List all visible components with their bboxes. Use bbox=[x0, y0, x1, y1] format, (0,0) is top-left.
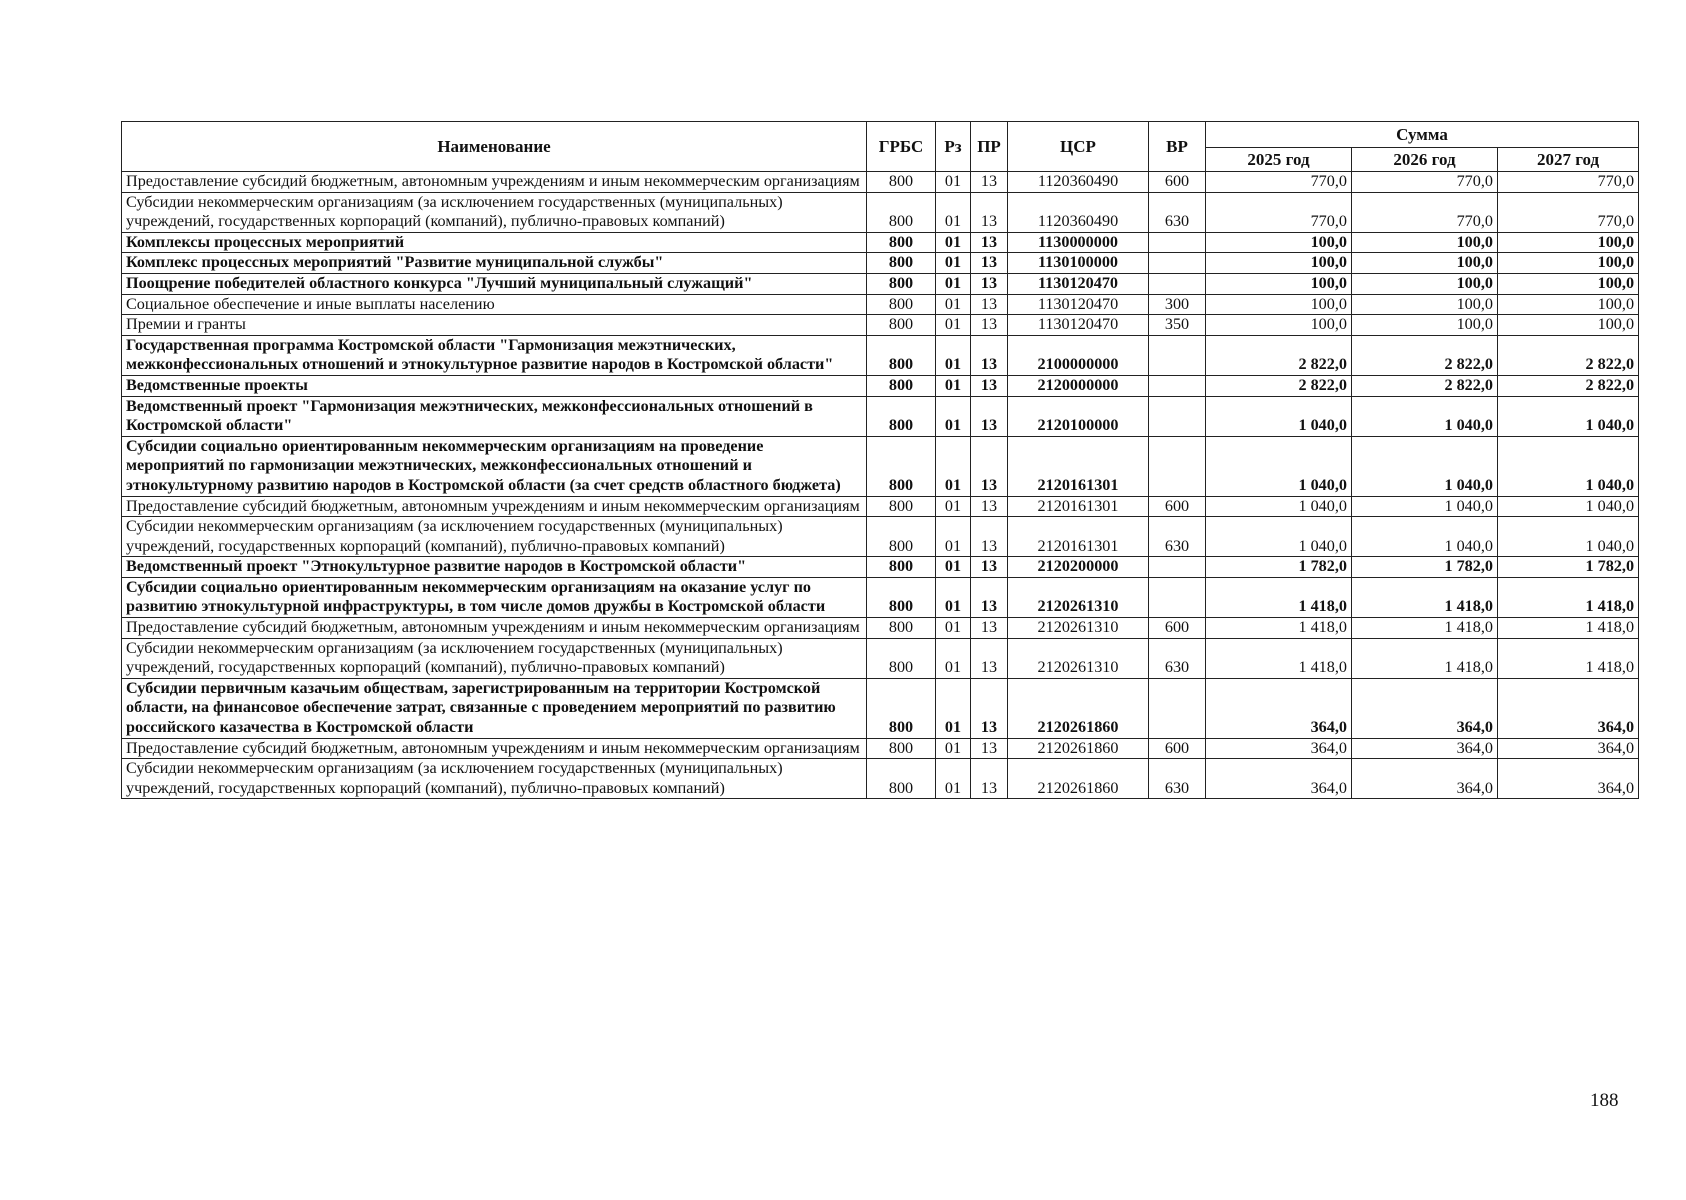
header-pr: ПР bbox=[971, 122, 1008, 172]
cell-2025: 1 040,0 bbox=[1206, 396, 1352, 436]
table-row bbox=[122, 273, 1639, 294]
cell-pr: 13 bbox=[971, 496, 1008, 517]
cell-pr: 13 bbox=[971, 396, 1008, 436]
cell-2026: 770,0 bbox=[1352, 192, 1498, 232]
cell-name: Предоставление субсидий бюджетным, автономным учреждениям и иным некоммерческим организациям bbox=[122, 618, 867, 639]
cell-csr: 1130120470 bbox=[1008, 294, 1149, 315]
cell-2025: 1 418,0 bbox=[1206, 577, 1352, 617]
cell-2026: 1 040,0 bbox=[1352, 396, 1498, 436]
cell-grbs: 800 bbox=[867, 557, 936, 578]
header-2027: 2027 год bbox=[1498, 148, 1639, 172]
header-name: Наименование bbox=[122, 122, 867, 172]
cell-rz: 01 bbox=[936, 618, 971, 639]
cell-vr: 630 bbox=[1149, 759, 1206, 799]
cell-name: Субсидии некоммерческим организациям (за исключением государственных (муниципальных) учреждений, государственных корпораций (компаний), публично-правовых компаний) bbox=[122, 638, 867, 678]
table-row bbox=[122, 192, 1639, 232]
cell-2026: 100,0 bbox=[1352, 315, 1498, 336]
header-2026: 2026 год bbox=[1352, 148, 1498, 172]
cell-2026: 100,0 bbox=[1352, 232, 1498, 253]
cell-grbs: 800 bbox=[867, 192, 936, 232]
table-row bbox=[122, 638, 1639, 678]
cell-vr: 600 bbox=[1149, 496, 1206, 517]
cell-csr: 2120100000 bbox=[1008, 396, 1149, 436]
cell-2027: 2 822,0 bbox=[1498, 375, 1639, 396]
cell-pr: 13 bbox=[971, 315, 1008, 336]
cell-grbs: 800 bbox=[867, 496, 936, 517]
cell-grbs: 800 bbox=[867, 294, 936, 315]
cell-2026: 1 418,0 bbox=[1352, 618, 1498, 639]
cell-2026: 2 822,0 bbox=[1352, 375, 1498, 396]
cell-2025: 100,0 bbox=[1206, 253, 1352, 274]
cell-name: Предоставление субсидий бюджетным, автономным учреждениям и иным некоммерческим организациям bbox=[122, 172, 867, 193]
cell-2025: 100,0 bbox=[1206, 273, 1352, 294]
cell-pr: 13 bbox=[971, 232, 1008, 253]
table-row bbox=[122, 315, 1639, 336]
cell-pr: 13 bbox=[971, 638, 1008, 678]
cell-2027: 1 782,0 bbox=[1498, 557, 1639, 578]
cell-rz: 01 bbox=[936, 496, 971, 517]
cell-grbs: 800 bbox=[867, 618, 936, 639]
cell-2025: 364,0 bbox=[1206, 738, 1352, 759]
cell-2027: 100,0 bbox=[1498, 294, 1639, 315]
table-row bbox=[122, 577, 1639, 617]
cell-2027: 1 418,0 bbox=[1498, 577, 1639, 617]
cell-pr: 13 bbox=[971, 273, 1008, 294]
cell-2026: 2 822,0 bbox=[1352, 335, 1498, 375]
cell-rz: 01 bbox=[936, 577, 971, 617]
table-row bbox=[122, 172, 1639, 193]
cell-csr: 2120261310 bbox=[1008, 577, 1149, 617]
cell-2025: 1 040,0 bbox=[1206, 517, 1352, 557]
cell-grbs: 800 bbox=[867, 759, 936, 799]
table-row bbox=[122, 294, 1639, 315]
cell-2027: 2 822,0 bbox=[1498, 335, 1639, 375]
cell-vr: 600 bbox=[1149, 618, 1206, 639]
cell-rz: 01 bbox=[936, 273, 971, 294]
cell-name: Предоставление субсидий бюджетным, автономным учреждениям и иным некоммерческим организациям bbox=[122, 738, 867, 759]
cell-vr: 630 bbox=[1149, 638, 1206, 678]
cell-csr: 1130120470 bbox=[1008, 315, 1149, 336]
header-grbs: ГРБС bbox=[867, 122, 936, 172]
cell-2025: 1 782,0 bbox=[1206, 557, 1352, 578]
cell-pr: 13 bbox=[971, 577, 1008, 617]
header-sum: Сумма bbox=[1206, 122, 1639, 148]
table-row bbox=[122, 335, 1639, 375]
cell-vr bbox=[1149, 678, 1206, 738]
cell-2027: 1 040,0 bbox=[1498, 496, 1639, 517]
cell-csr: 2120161301 bbox=[1008, 517, 1149, 557]
table-row bbox=[122, 557, 1639, 578]
header-csr: ЦСР bbox=[1008, 122, 1149, 172]
table-row bbox=[122, 517, 1639, 557]
cell-2027: 1 418,0 bbox=[1498, 618, 1639, 639]
cell-grbs: 800 bbox=[867, 436, 936, 496]
cell-pr: 13 bbox=[971, 738, 1008, 759]
cell-pr: 13 bbox=[971, 557, 1008, 578]
cell-grbs: 800 bbox=[867, 577, 936, 617]
cell-2027: 100,0 bbox=[1498, 253, 1639, 274]
cell-vr bbox=[1149, 253, 1206, 274]
cell-name: Премии и гранты bbox=[122, 315, 867, 336]
header-vr: ВР bbox=[1149, 122, 1206, 172]
cell-grbs: 800 bbox=[867, 517, 936, 557]
cell-vr: 630 bbox=[1149, 517, 1206, 557]
cell-vr: 600 bbox=[1149, 172, 1206, 193]
cell-2027: 1 040,0 bbox=[1498, 517, 1639, 557]
cell-name: Субсидии некоммерческим организациям (за исключением государственных (муниципальных) учреждений, государственных корпораций (компаний), публично-правовых компаний) bbox=[122, 517, 867, 557]
cell-grbs: 800 bbox=[867, 396, 936, 436]
cell-rz: 01 bbox=[936, 738, 971, 759]
cell-2026: 364,0 bbox=[1352, 738, 1498, 759]
cell-vr bbox=[1149, 335, 1206, 375]
cell-2025: 1 418,0 bbox=[1206, 638, 1352, 678]
cell-name: Комплексы процессных мероприятий bbox=[122, 232, 867, 253]
cell-2025: 770,0 bbox=[1206, 172, 1352, 193]
cell-name: Субсидии первичным казачьим обществам, зарегистрированным на территории Костромской области, на финансовое обеспечение затрат, связанные с проведением мероприятий по развитию российского казачества в Костромской области bbox=[122, 678, 867, 738]
page-number: 188 bbox=[1590, 1090, 1619, 1111]
cell-2026: 100,0 bbox=[1352, 273, 1498, 294]
cell-2026: 1 418,0 bbox=[1352, 577, 1498, 617]
cell-vr bbox=[1149, 375, 1206, 396]
cell-pr: 13 bbox=[971, 759, 1008, 799]
cell-csr: 1120360490 bbox=[1008, 192, 1149, 232]
table-row bbox=[122, 375, 1639, 396]
cell-2025: 1 040,0 bbox=[1206, 496, 1352, 517]
cell-pr: 13 bbox=[971, 517, 1008, 557]
cell-csr: 1130000000 bbox=[1008, 232, 1149, 253]
cell-vr: 350 bbox=[1149, 315, 1206, 336]
cell-2026: 1 040,0 bbox=[1352, 436, 1498, 496]
cell-2027: 100,0 bbox=[1498, 273, 1639, 294]
cell-rz: 01 bbox=[936, 232, 971, 253]
cell-2026: 364,0 bbox=[1352, 759, 1498, 799]
cell-pr: 13 bbox=[971, 253, 1008, 274]
cell-2025: 2 822,0 bbox=[1206, 335, 1352, 375]
table-row bbox=[122, 678, 1639, 738]
cell-name: Предоставление субсидий бюджетным, автономным учреждениям и иным некоммерческим организациям bbox=[122, 496, 867, 517]
cell-grbs: 800 bbox=[867, 315, 936, 336]
cell-rz: 01 bbox=[936, 678, 971, 738]
cell-rz: 01 bbox=[936, 517, 971, 557]
cell-name: Поощрение победителей областного конкурса "Лучший муниципальный служащий" bbox=[122, 273, 867, 294]
cell-rz: 01 bbox=[936, 294, 971, 315]
cell-2026: 1 418,0 bbox=[1352, 638, 1498, 678]
cell-name: Субсидии социально ориентированным некоммерческим организациям на проведение мероприятий по гармонизации межэтнических, межконфессиональных отношений и этнокультурному развитию народов в Костромской области (за счет средств областного бюджета) bbox=[122, 436, 867, 496]
cell-vr bbox=[1149, 577, 1206, 617]
cell-csr: 2120000000 bbox=[1008, 375, 1149, 396]
cell-2025: 100,0 bbox=[1206, 232, 1352, 253]
cell-csr: 2120161301 bbox=[1008, 436, 1149, 496]
cell-grbs: 800 bbox=[867, 172, 936, 193]
budget-table bbox=[121, 121, 1639, 799]
cell-csr: 1130100000 bbox=[1008, 253, 1149, 274]
cell-2025: 100,0 bbox=[1206, 294, 1352, 315]
cell-2026: 364,0 bbox=[1352, 678, 1498, 738]
cell-csr: 2120261310 bbox=[1008, 638, 1149, 678]
cell-pr: 13 bbox=[971, 192, 1008, 232]
cell-2027: 1 040,0 bbox=[1498, 436, 1639, 496]
cell-rz: 01 bbox=[936, 253, 971, 274]
cell-grbs: 800 bbox=[867, 253, 936, 274]
cell-2025: 770,0 bbox=[1206, 192, 1352, 232]
cell-2025: 364,0 bbox=[1206, 759, 1352, 799]
cell-2027: 364,0 bbox=[1498, 678, 1639, 738]
table-row bbox=[122, 253, 1639, 274]
table-row bbox=[122, 618, 1639, 639]
cell-rz: 01 bbox=[936, 557, 971, 578]
cell-name: Субсидии социально ориентированным некоммерческим организациям на оказание услуг по развитию этнокультурной инфраструктуры, в том числе домов дружбы в Костромской области bbox=[122, 577, 867, 617]
cell-csr: 2120261860 bbox=[1008, 759, 1149, 799]
cell-rz: 01 bbox=[936, 436, 971, 496]
cell-2027: 770,0 bbox=[1498, 192, 1639, 232]
header-rz: Рз bbox=[936, 122, 971, 172]
cell-name: Субсидии некоммерческим организациям (за исключением государственных (муниципальных) учреждений, государственных корпораций (компаний), публично-правовых компаний) bbox=[122, 759, 867, 799]
cell-2027: 100,0 bbox=[1498, 232, 1639, 253]
cell-rz: 01 bbox=[936, 315, 971, 336]
table-row bbox=[122, 436, 1639, 496]
cell-name: Субсидии некоммерческим организациям (за исключением государственных (муниципальных) учреждений, государственных корпораций (компаний), публично-правовых компаний) bbox=[122, 192, 867, 232]
cell-2026: 1 040,0 bbox=[1352, 496, 1498, 517]
cell-csr: 2120261860 bbox=[1008, 738, 1149, 759]
cell-rz: 01 bbox=[936, 759, 971, 799]
cell-csr: 2120261310 bbox=[1008, 618, 1149, 639]
cell-pr: 13 bbox=[971, 436, 1008, 496]
cell-pr: 13 bbox=[971, 375, 1008, 396]
cell-vr bbox=[1149, 436, 1206, 496]
cell-2027: 364,0 bbox=[1498, 738, 1639, 759]
table-body bbox=[122, 172, 1639, 799]
cell-pr: 13 bbox=[971, 172, 1008, 193]
cell-grbs: 800 bbox=[867, 678, 936, 738]
cell-grbs: 800 bbox=[867, 232, 936, 253]
cell-grbs: 800 bbox=[867, 738, 936, 759]
table-row bbox=[122, 232, 1639, 253]
cell-grbs: 800 bbox=[867, 273, 936, 294]
cell-2026: 100,0 bbox=[1352, 253, 1498, 274]
cell-csr: 1130120470 bbox=[1008, 273, 1149, 294]
cell-name: Ведомственный проект "Этнокультурное развитие народов в Костромской области" bbox=[122, 557, 867, 578]
cell-2026: 100,0 bbox=[1352, 294, 1498, 315]
cell-grbs: 800 bbox=[867, 375, 936, 396]
cell-vr: 630 bbox=[1149, 192, 1206, 232]
cell-name: Государственная программа Костромской области "Гармонизация межэтнических, межконфессиональных отношений и этнокультурное развитие народов в Костромской области" bbox=[122, 335, 867, 375]
cell-pr: 13 bbox=[971, 618, 1008, 639]
cell-vr bbox=[1149, 273, 1206, 294]
cell-rz: 01 bbox=[936, 396, 971, 436]
table-row bbox=[122, 396, 1639, 436]
cell-csr: 2120261860 bbox=[1008, 678, 1149, 738]
cell-2027: 1 040,0 bbox=[1498, 396, 1639, 436]
cell-pr: 13 bbox=[971, 678, 1008, 738]
cell-csr: 2120200000 bbox=[1008, 557, 1149, 578]
cell-csr: 1120360490 bbox=[1008, 172, 1149, 193]
cell-2026: 770,0 bbox=[1352, 172, 1498, 193]
cell-2026: 1 782,0 bbox=[1352, 557, 1498, 578]
cell-csr: 2100000000 bbox=[1008, 335, 1149, 375]
cell-vr bbox=[1149, 396, 1206, 436]
cell-2027: 364,0 bbox=[1498, 759, 1639, 799]
table-row bbox=[122, 738, 1639, 759]
table-row bbox=[122, 759, 1639, 799]
cell-2025: 100,0 bbox=[1206, 315, 1352, 336]
cell-2025: 1 040,0 bbox=[1206, 436, 1352, 496]
cell-2027: 1 418,0 bbox=[1498, 638, 1639, 678]
cell-2025: 1 418,0 bbox=[1206, 618, 1352, 639]
cell-rz: 01 bbox=[936, 335, 971, 375]
cell-2026: 1 040,0 bbox=[1352, 517, 1498, 557]
cell-2027: 770,0 bbox=[1498, 172, 1639, 193]
cell-rz: 01 bbox=[936, 172, 971, 193]
cell-name: Ведомственный проект "Гармонизация межэтнических, межконфессиональных отношений в Костромской области" bbox=[122, 396, 867, 436]
cell-grbs: 800 bbox=[867, 335, 936, 375]
cell-2025: 2 822,0 bbox=[1206, 375, 1352, 396]
cell-rz: 01 bbox=[936, 192, 971, 232]
cell-vr: 300 bbox=[1149, 294, 1206, 315]
cell-grbs: 800 bbox=[867, 638, 936, 678]
cell-2027: 100,0 bbox=[1498, 315, 1639, 336]
cell-vr: 600 bbox=[1149, 738, 1206, 759]
cell-vr bbox=[1149, 232, 1206, 253]
cell-pr: 13 bbox=[971, 294, 1008, 315]
cell-rz: 01 bbox=[936, 375, 971, 396]
cell-2025: 364,0 bbox=[1206, 678, 1352, 738]
cell-vr bbox=[1149, 557, 1206, 578]
header-2025: 2025 год bbox=[1206, 148, 1352, 172]
cell-name: Социальное обеспечение и иные выплаты населению bbox=[122, 294, 867, 315]
cell-name: Ведомственные проекты bbox=[122, 375, 867, 396]
cell-rz: 01 bbox=[936, 638, 971, 678]
cell-name: Комплекс процессных мероприятий "Развитие муниципальной службы" bbox=[122, 253, 867, 274]
table-row bbox=[122, 496, 1639, 517]
cell-csr: 2120161301 bbox=[1008, 496, 1149, 517]
cell-pr: 13 bbox=[971, 335, 1008, 375]
